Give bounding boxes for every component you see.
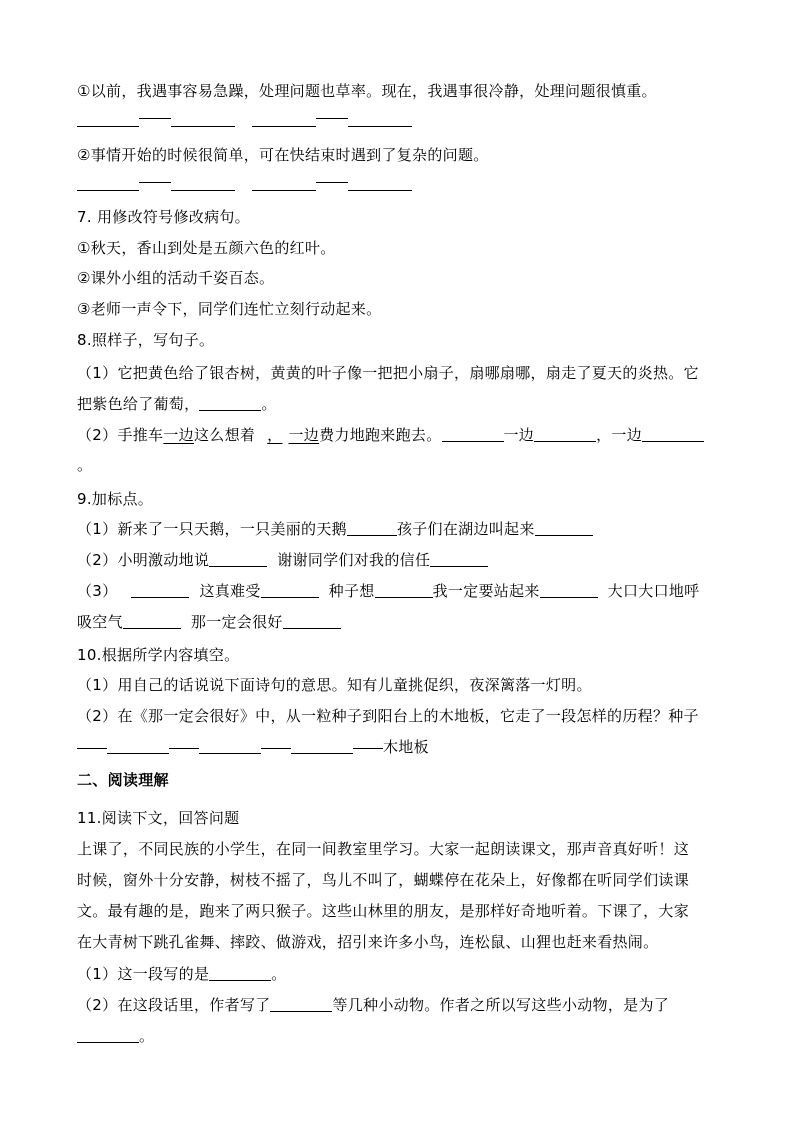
q8-part2-line1 [77, 425, 704, 445]
q9-r3-text-3: 我一定要站起来 [432, 582, 540, 600]
q8-yibian-3: 一边 [503, 426, 535, 444]
q8-part1-line2 [77, 394, 277, 414]
q7-sentence-3: ③老师一声令下，同学们连忙立刻行动起来。 [77, 300, 382, 318]
q11-q2-text-2: 等几种小动物。作者之所以写这些小动物，是为了 [332, 996, 670, 1014]
q8-part2-text-2: 费力地跑来跑去。 [319, 426, 442, 444]
q9-r1-text-2: 孩子们在湖边叫起来 [396, 520, 535, 538]
q9-r4-text-2: 那一定会很好 [190, 613, 283, 631]
q10-blank-1[interactable] [107, 738, 169, 754]
q9-blank-4[interactable] [430, 551, 488, 567]
q8-part1-line1: （1）它把黄色给了银杏树，黄黄的叶子像一把把小扇子，扇哪扇哪，扇走了夏天的炎热。它 [77, 364, 699, 382]
q9-blank-3[interactable] [209, 551, 267, 567]
q11-q1-text: （1）这一段写的是 [77, 965, 210, 983]
q11-title: 11.阅读下文，回答问题 [77, 809, 240, 827]
q8-underlined-yibian-1: 一边 [163, 426, 194, 444]
q11-question-2 [77, 995, 669, 1015]
q8-blank-1[interactable] [199, 395, 261, 411]
q9-blank-1[interactable] [347, 520, 397, 536]
q8-blank-3[interactable] [534, 426, 596, 442]
q9-blank-7[interactable] [375, 582, 433, 598]
q6-answer-row-1[interactable] [77, 110, 417, 130]
q9-blank-5[interactable] [131, 582, 189, 598]
q11-blank-3[interactable] [77, 1027, 139, 1043]
q6-answer-row-2[interactable] [77, 174, 417, 194]
q8-yibian-4: ，一边 [596, 426, 643, 444]
q9-blank-9[interactable] [123, 613, 181, 629]
q9-r3-text-2: 种子想 [328, 582, 375, 600]
q9-r2-text: （2）小明激动地说 [77, 551, 210, 569]
q10-dash-4 [353, 740, 383, 749]
q6-sentence-2: ②事情开始的时候很简单，可在快结束时遇到了复杂的问题。 [77, 146, 489, 164]
q10-dash-3 [261, 740, 291, 749]
q9-blank-2[interactable] [535, 520, 593, 536]
q11-passage-line-2: 时候，窗外十分安静，树枝不摇了，鸟儿不叫了，蝴蝶停在花朵上，好像都在听同学们读课 [77, 871, 690, 889]
q9-title: 9.加标点。 [77, 490, 154, 508]
q9-r4-text: 吸空气 [77, 613, 123, 631]
q11-passage-line-1: 上课了，不同民族的小学生，在同一间教室里学习。大家一起朗读课文，那声音真好听！这 [77, 840, 690, 858]
q8-underlined-yibian-2: 一边 [288, 426, 320, 444]
q9-row-1 [77, 519, 593, 539]
q11-question-1 [77, 964, 287, 984]
q8-part2-prefix: （2）手推车 [77, 426, 164, 444]
q9-r3-text: 这真难受 [199, 582, 261, 600]
q9-r3-text-4: 大口大口地呼 [607, 582, 700, 600]
q8-part2-end: 。 [77, 456, 93, 474]
q11-passage-line-3: 文。最有趣的是，跑来了两只猴子。这些山林里的朋友，是那样好奇地听着。下课了，大家 [77, 902, 690, 920]
q10-dash-2 [169, 740, 199, 749]
q11-question-2-cont [77, 1026, 154, 1046]
q11-q2-text: （2）在这段话里，作者写了 [77, 996, 271, 1014]
q8-blank-4[interactable] [642, 426, 704, 442]
q9-row-4 [77, 612, 341, 632]
q10-part2: （2）在《那一定会很好》中，从一粒种子到阳台上的木地板，它走了一段怎样的历程？种子 [77, 707, 699, 725]
q7-sentence-2: ②课外小组的活动千姿百态。 [77, 269, 275, 287]
q9-blank-6[interactable] [261, 582, 319, 598]
q8-title: 8.照样子，写句子。 [77, 331, 215, 349]
q10-blank-3[interactable] [291, 738, 353, 754]
q9-row-3 [77, 581, 699, 601]
q7-sentence-1: ①秋天，香山到处是五颜六色的红叶。 [77, 239, 336, 257]
q10-dash-1 [77, 740, 107, 749]
q8-underlined-comma: ， [267, 426, 283, 444]
q9-r1-text: （1）新来了一只天鹅，一只美丽的天鹅 [77, 520, 347, 538]
section-2-heading: 二、阅读理解 [77, 771, 169, 789]
q9-row-2 [77, 550, 488, 570]
q10-journey-row [77, 737, 429, 757]
q8-part1-prefix: 把紫色给了葡萄， [77, 395, 200, 413]
q11-blank-1[interactable] [209, 965, 271, 981]
q9-r3-label: （3） [77, 582, 118, 600]
q9-blank-10[interactable] [283, 613, 341, 629]
q9-r2-text-2: 谢谢同学们对我的信任 [277, 551, 431, 569]
q8-blank-2[interactable] [442, 426, 504, 442]
q10-part1: （1）用自己的话说说下面诗句的意思。知有儿童挑促织，夜深篱落一灯明。 [77, 676, 592, 694]
q7-title: 7. 用修改符号修改病句。 [77, 208, 250, 226]
q10-blank-2[interactable] [199, 738, 261, 754]
q11-blank-2[interactable] [270, 996, 332, 1012]
q10-end-text: 木地板 [383, 738, 429, 756]
q8-part2-text: 这么想着 [193, 426, 256, 444]
q10-title: 10.根据所学内容填空。 [77, 646, 240, 664]
q8-part1-end: 。 [261, 395, 277, 413]
q11-passage-line-4: 在大青树下跳孔雀舞、摔跤、做游戏，招引来许多小鸟，连松鼠、山狸也赶来看热闹。 [77, 933, 659, 951]
q6-sentence-1: ①以前，我遇事容易急躁，处理问题也草率。现在，我遇事很冷静，处理问题很慎重。 [77, 82, 657, 100]
q11-q1-end: 。 [271, 965, 287, 983]
q9-blank-8[interactable] [540, 582, 598, 598]
q11-q2-end: 。 [139, 1027, 155, 1045]
